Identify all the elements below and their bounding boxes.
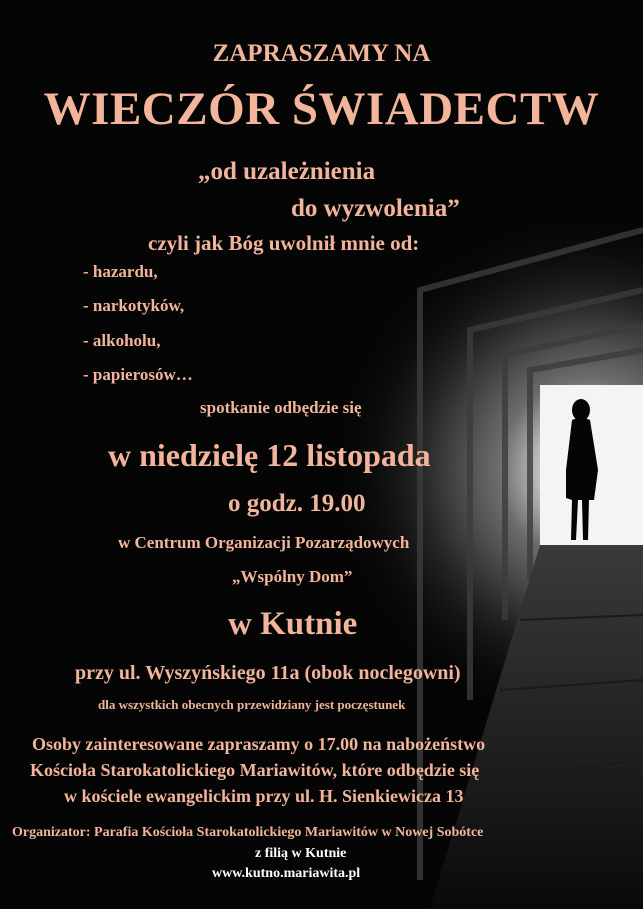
addiction-item: - hazardu, [83,262,158,281]
service-line-1: Osoby zainteresowane zapraszamy o 17.00 na nabożeństwo [32,734,486,754]
event-place-line-2: „Wspólny Dom” [232,567,353,586]
event-date: w niedzielę 12 listopada [108,437,431,473]
event-place-line-1: w Centrum Organizacji Pozarządowych [118,533,410,552]
quote-line-2: do wyzwolenia” [291,195,460,222]
addiction-item: - papierosów… [83,365,193,384]
event-city: w Kutnie [228,606,358,642]
event-lead: spotkanie odbędzie się [200,398,362,417]
website-link[interactable]: www.kutno.mariawita.pl [212,866,361,881]
service-line-3: w kościele ewangelickim przy ul. H. Sienkiewicza 13 [64,786,464,806]
quote-line-1: „od uzależnienia [198,158,376,185]
organizer-line-2: z filią w Kutnie [255,846,347,861]
event-time: o godz. 19.00 [228,490,366,517]
addiction-item: - narkotyków, [83,296,185,315]
invite-heading: ZAPRASZAMY NA [212,40,431,67]
intro-text: czyli jak Bóg uwolnił mnie od: [148,231,420,255]
refreshments-note: dla wszystkich obecnych przewidziany jest poczęstunek [98,697,406,712]
addiction-item: - alkoholu, [83,331,161,350]
service-line-2: Kościoła Starokatolickiego Mariawitów, które odbędzie się [30,760,480,780]
event-title: WIECZÓR ŚWIADECTW [43,83,600,135]
event-address: przy ul. Wyszyńskiego 11a (obok noclegowni) [75,662,461,684]
organizer-line-1: Organizator: Parafia Kościoła Starokatolickiego Mariawitów w Nowej Sobótce [12,825,484,840]
